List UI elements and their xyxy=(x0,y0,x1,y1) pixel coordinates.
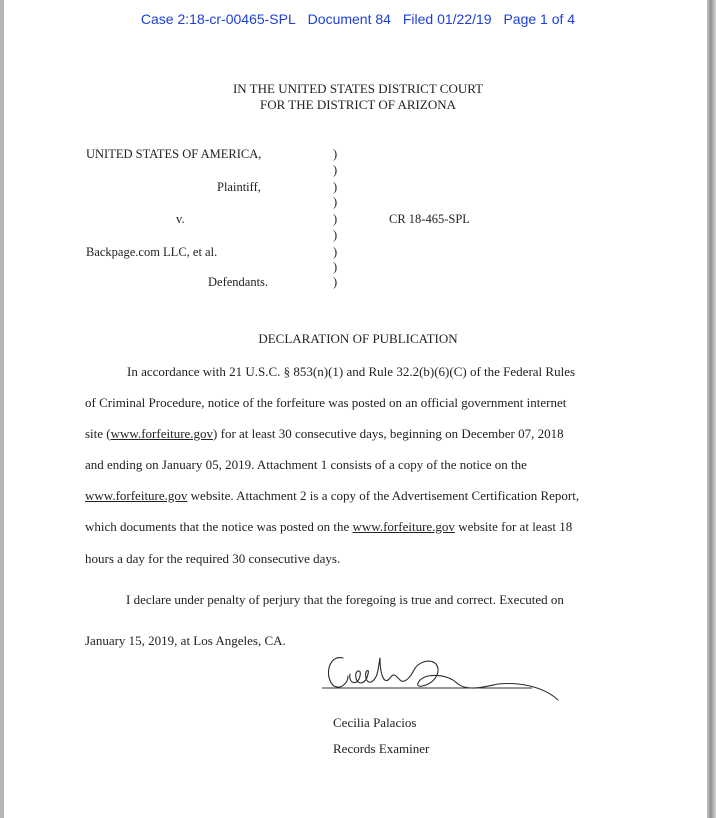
caption-paren: ) xyxy=(333,260,338,274)
page-edge-left xyxy=(0,0,4,818)
filed-date-stamp: Filed 01/22/19 xyxy=(402,11,492,27)
handwritten-signature xyxy=(318,648,568,708)
forfeiture-link[interactable]: www.forfeiture.gov xyxy=(85,488,188,503)
versus: v. xyxy=(176,212,185,226)
page-count-stamp: Page 1 of 4 xyxy=(503,11,576,27)
declaration-line: I declare under penalty of perjury that the foregoing is true and correct. Executed on xyxy=(126,592,564,607)
caption-paren: ) xyxy=(333,195,338,209)
court-name-line2: FOR THE DISTRICT OF ARIZONA xyxy=(260,97,456,112)
filing-header xyxy=(0,11,716,27)
page-edge-right xyxy=(707,0,716,818)
body-line: hours a day for the required 30 consecutive days. xyxy=(85,551,341,566)
signatory-title: Records Examiner xyxy=(333,741,430,756)
caption-paren: ) xyxy=(333,228,338,242)
body-line: and ending on January 05, 2019. Attachment 1 consists of a copy of the notice on the xyxy=(85,457,527,472)
plaintiff-role: Plaintiff, xyxy=(217,180,261,194)
signatory-name: Cecilia Palacios xyxy=(333,715,417,730)
forfeiture-link[interactable]: www.forfeiture.gov xyxy=(352,519,455,534)
body-line: www.forfeiture.gov website. Attachment 2 is a copy of the Advertisement Certification Report, xyxy=(85,488,580,503)
body-line: of Criminal Procedure, notice of the forfeiture was posted on an official government internet xyxy=(85,395,567,410)
case-number: CR 18-465-SPL xyxy=(389,212,470,226)
body-line: In accordance with 21 U.S.C. § 853(n)(1) and Rule 32.2(b)(6)(C) of the Federal Rules xyxy=(127,364,576,379)
caption-paren: ) xyxy=(333,275,338,289)
defendant-name: Backpage.com LLC, et al. xyxy=(86,245,218,259)
forfeiture-link[interactable]: www.forfeiture.gov xyxy=(110,426,214,441)
caption-paren: ) xyxy=(333,245,338,259)
court-name-line1: IN THE UNITED STATES DISTRICT COURT xyxy=(232,81,484,96)
caption-paren: ) xyxy=(333,180,338,194)
body-line: site (www.forfeiture.gov) for at least 30 consecutive days, beginning on December 07, 2018 xyxy=(85,426,564,441)
body-line: which documents that the notice was posted on the www.forfeiture.gov website for at least 18 xyxy=(85,519,573,534)
document-title: DECLARATION OF PUBLICATION xyxy=(258,331,458,346)
caption-paren: ) xyxy=(333,147,338,161)
plaintiff-name: UNITED STATES OF AMERICA, xyxy=(86,147,262,161)
case-number-stamp: Case 2:18-cr-00465-SPL xyxy=(140,11,296,27)
defendant-role: Defendants. xyxy=(208,275,269,289)
execution-line: January 15, 2019, at Los Angeles, CA. xyxy=(85,633,286,648)
document-number-stamp: Document 84 xyxy=(307,11,391,27)
caption-paren: ) xyxy=(333,212,338,226)
caption-paren: ) xyxy=(333,163,338,177)
